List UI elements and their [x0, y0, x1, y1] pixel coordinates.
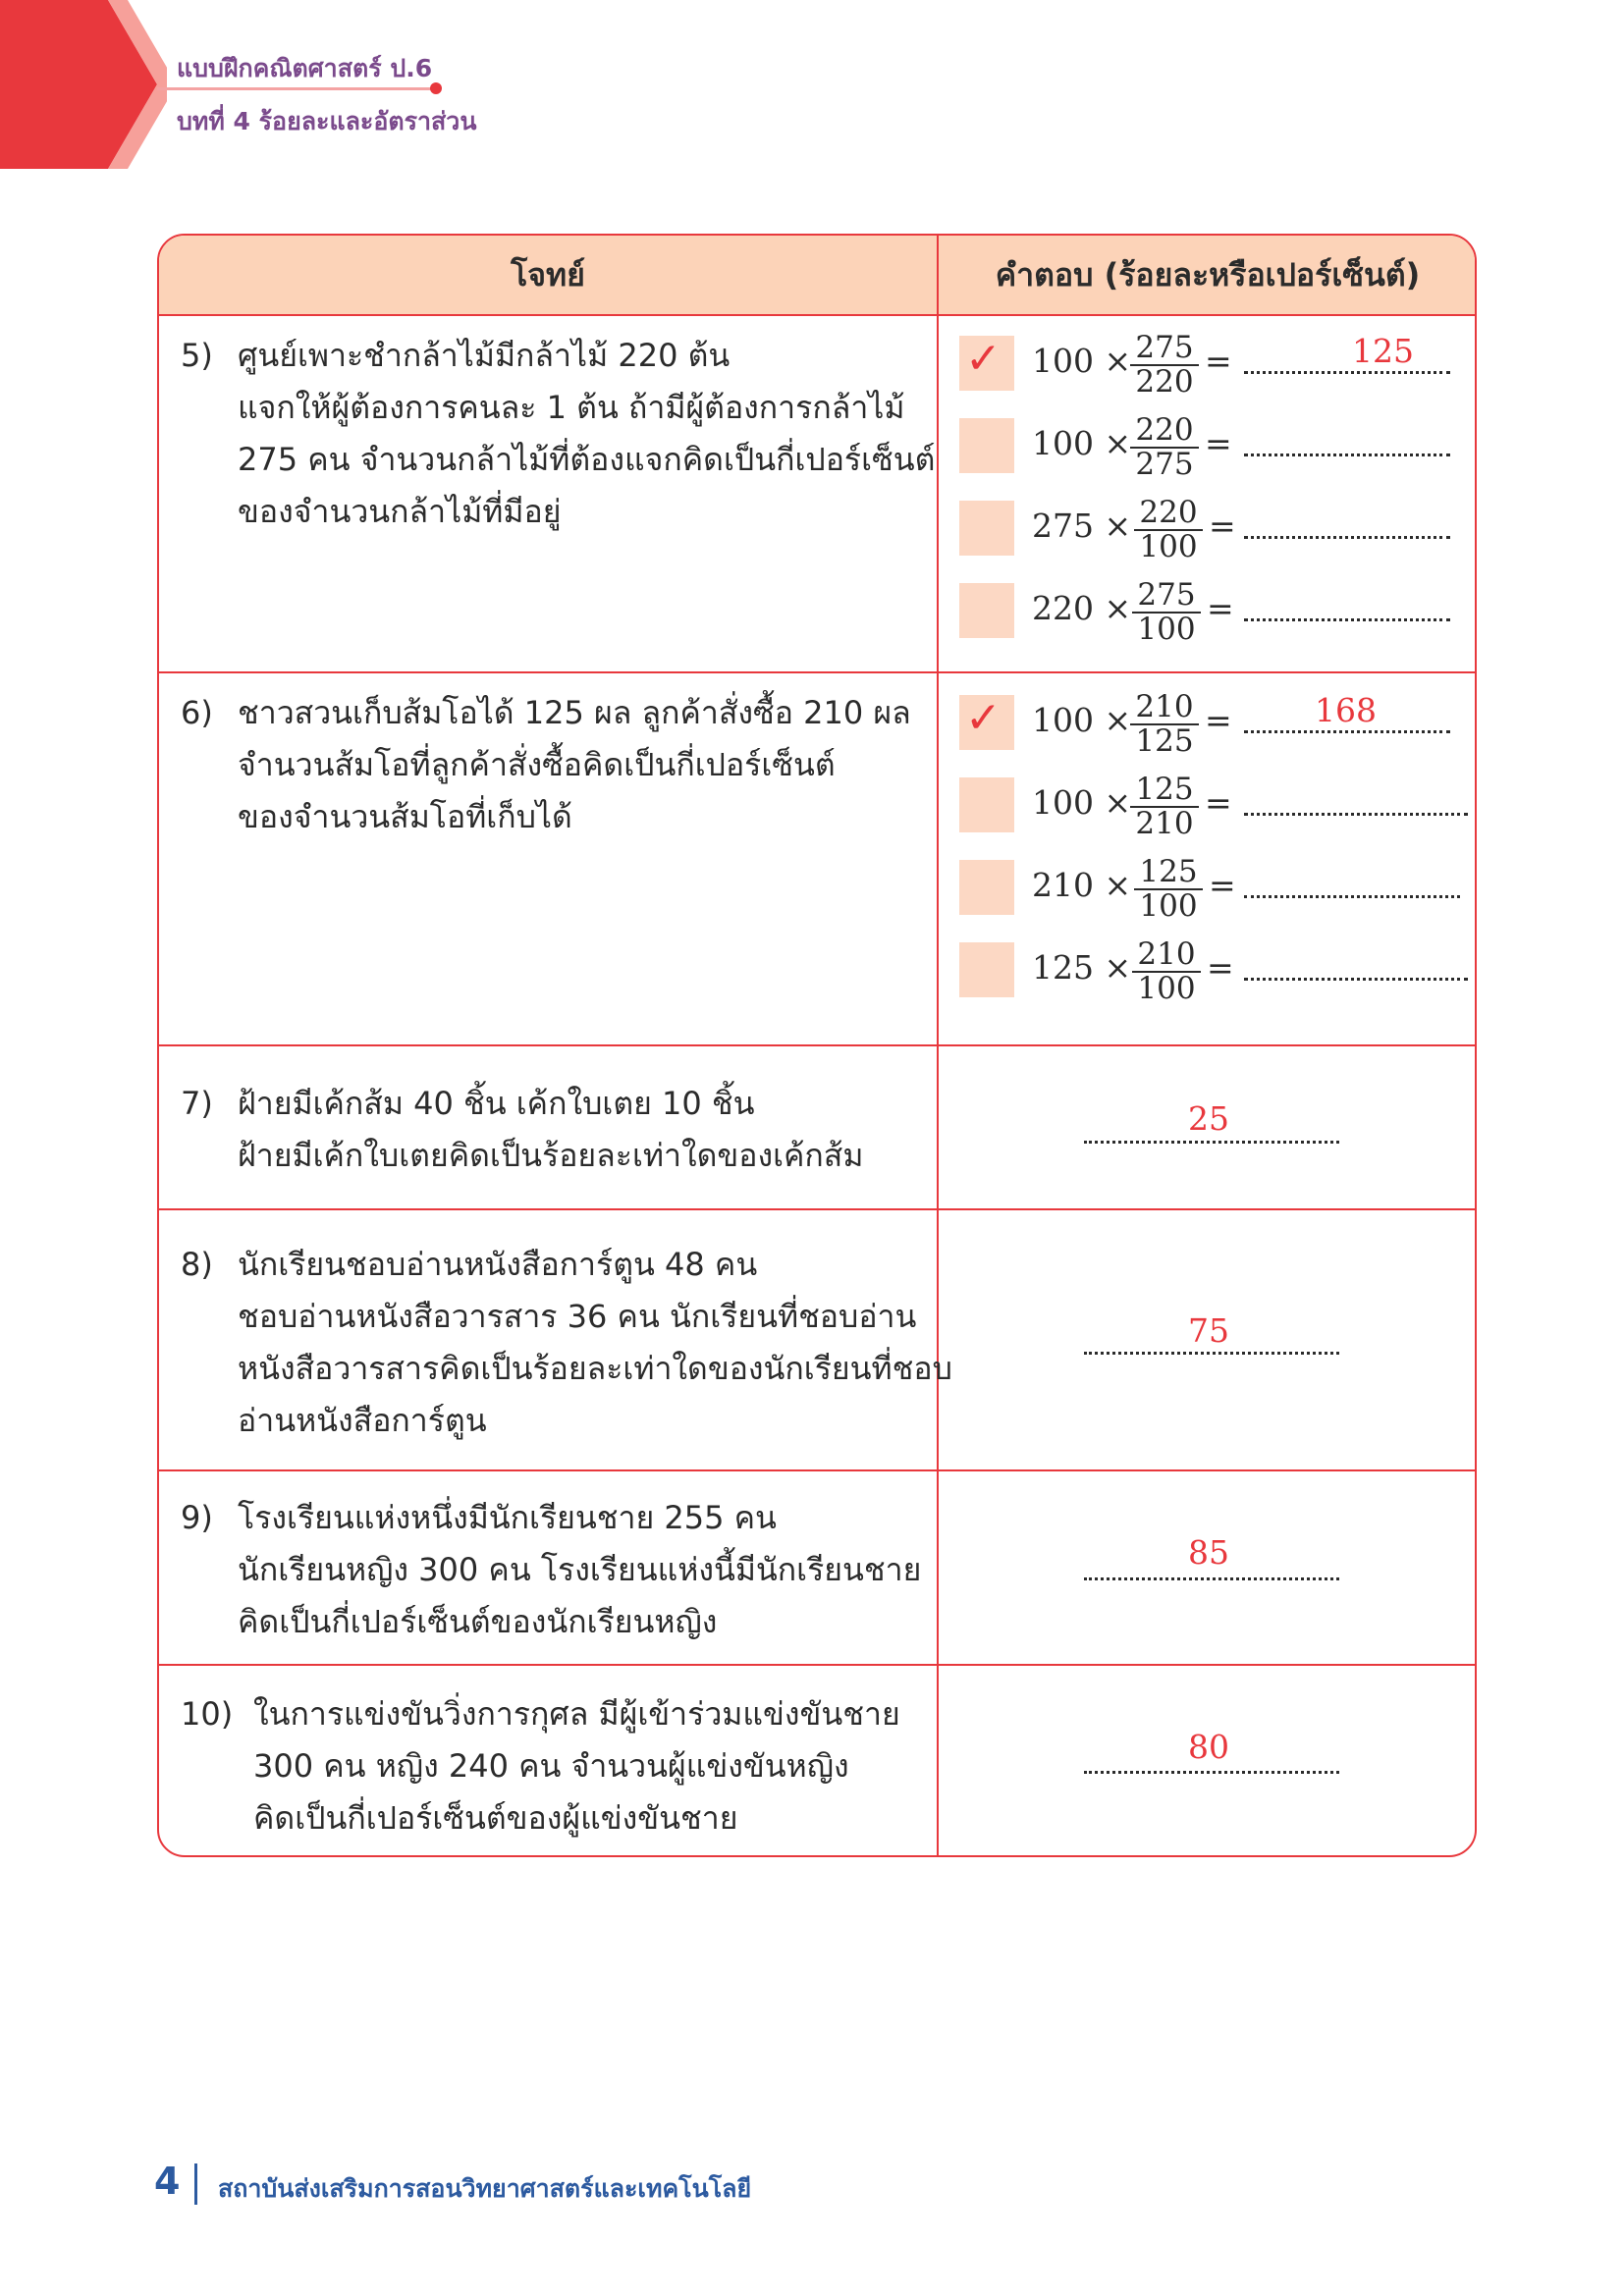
- answer-blank[interactable]: [1244, 512, 1450, 539]
- question-number: 8): [181, 1246, 213, 1283]
- table-header: [159, 236, 1475, 316]
- check-mark-icon: ✓: [965, 693, 1001, 743]
- publisher-name: สถาบันส่งเสริมการสอนวิทยาศาสตร์และเทคโนโลยี: [218, 2174, 752, 2203]
- fraction: $\frac{275}{220}$: [1130, 332, 1199, 399]
- fraction: $\frac{220}{100}$: [1134, 497, 1203, 563]
- equals-sign: =: [1205, 701, 1232, 739]
- checkbox[interactable]: [959, 860, 1014, 915]
- question-line: นักเรียนชอบอ่านหนังสือการ์ตูน 48 คน: [238, 1246, 758, 1283]
- answer-value: 80: [1188, 1728, 1229, 1766]
- question-line: ในการแข่งขันวิ่งการกุศล มีผู้เข้าร่วมแข่งขันชาย: [253, 1695, 900, 1733]
- row-divider: [159, 1208, 1475, 1210]
- question-line: ฝ้ายมีเค้กส้ม 40 ชิ้น เค้กใบเตย 10 ชิ้น: [238, 1085, 755, 1122]
- question-line: โรงเรียนแห่งหนึ่งมีนักเรียนชาย 255 คน: [238, 1499, 777, 1536]
- answer-value: 168: [1315, 691, 1377, 729]
- multiplier: 100 ×: [1032, 783, 1132, 822]
- fraction: $\frac{125}{100}$: [1134, 856, 1203, 923]
- multiplier: 275 ×: [1032, 507, 1132, 545]
- header-corner-shape: [0, 0, 167, 169]
- checkbox[interactable]: [959, 942, 1014, 997]
- header-answer: คำตอบ (ร้อยละหรือเปอร์เซ็นต์): [995, 256, 1421, 294]
- chapter-title: บทที่ 4 ร้อยละและอัตราส่วน: [177, 107, 477, 135]
- question-line: 275 คน จำนวนกล้าไม้ที่ต้องแจกคิดเป็นกี่เปอร์เซ็นต์: [238, 441, 936, 478]
- header-dot: [430, 82, 442, 94]
- checkbox[interactable]: [959, 418, 1014, 473]
- question-6: [181, 687, 911, 843]
- answer-blank[interactable]: [1244, 872, 1460, 898]
- row-divider: [159, 1664, 1475, 1666]
- multiplier: 100 ×: [1032, 342, 1132, 380]
- question-line: 300 คน หญิง 240 คน จำนวนผู้แข่งขันหญิง: [253, 1747, 849, 1785]
- multiplier: 100 ×: [1032, 424, 1132, 462]
- question-line: คิดเป็นกี่เปอร์เซ็นต์ของผู้แข่งขันชาย: [253, 1799, 738, 1837]
- question-7: [181, 1078, 863, 1182]
- answer-blank[interactable]: [1244, 954, 1468, 981]
- fraction: $\frac{220}{275}$: [1130, 414, 1199, 481]
- fraction: $\frac{275}{100}$: [1132, 579, 1201, 646]
- answer-value: 125: [1352, 332, 1414, 370]
- question-line: ชอบอ่านหนังสือวารสาร 36 คน นักเรียนที่ชอบอ่าน: [238, 1298, 917, 1335]
- multiplier: 125 ×: [1032, 948, 1132, 987]
- equals-sign: =: [1209, 507, 1236, 545]
- fraction: $\frac{125}{210}$: [1130, 774, 1199, 840]
- question-line: หนังสือวารสารคิดเป็นร้อยละเท่าใดของนักเรียนที่ชอบ: [238, 1350, 952, 1387]
- question-number: 5): [181, 337, 213, 374]
- question-line: อ่านหนังสือการ์ตูน: [238, 1402, 487, 1439]
- check-mark-icon: ✓: [965, 334, 1001, 384]
- question-5: [181, 330, 935, 538]
- equals-sign: =: [1207, 589, 1234, 627]
- question-line: ของจำนวนกล้าไม้ที่มีอยู่: [238, 493, 562, 530]
- fraction: $\frac{210}{100}$: [1132, 938, 1201, 1005]
- answer-blank[interactable]: [1244, 595, 1450, 621]
- question-number: 7): [181, 1085, 213, 1122]
- row-divider: [159, 1469, 1475, 1471]
- question-line: ของจำนวนส้มโอที่เก็บได้: [238, 798, 572, 835]
- question-line: นักเรียนหญิง 300 คน โรงเรียนแห่งนี้มีนักเรียนชาย: [238, 1551, 922, 1588]
- page-number: 4: [154, 2160, 181, 2203]
- multiplier: 220 ×: [1032, 589, 1132, 627]
- fraction: $\frac{210}{125}$: [1130, 691, 1199, 758]
- question-line: ศูนย์เพาะชำกล้าไม้มีกล้าไม้ 220 ต้น: [238, 337, 731, 374]
- checkbox[interactable]: [959, 583, 1014, 638]
- question-9: [181, 1492, 921, 1648]
- question-10: [181, 1688, 900, 1844]
- row-divider: [159, 671, 1475, 673]
- equals-sign: =: [1205, 783, 1232, 822]
- multiplier: 100 ×: [1032, 701, 1132, 739]
- equals-sign: =: [1207, 948, 1234, 987]
- header-divider: [157, 87, 434, 90]
- checkbox[interactable]: [959, 777, 1014, 832]
- footer-divider: [194, 2163, 197, 2205]
- question-line: ชาวสวนเก็บส้มโอได้ 125 ผล ลูกค้าสั่งซื้อ 210 ผล: [238, 694, 911, 731]
- question-number: 10): [181, 1695, 234, 1733]
- equals-sign: =: [1205, 342, 1232, 380]
- question-line: ฝ้ายมีเค้กใบเตยคิดเป็นร้อยละเท่าใดของเค้กส้ม: [238, 1137, 864, 1174]
- answer-blank[interactable]: [1244, 430, 1450, 456]
- question-number: 9): [181, 1499, 213, 1536]
- multiplier: 210 ×: [1032, 866, 1132, 904]
- question-line: จำนวนส้มโอที่ลูกค้าสั่งซื้อคิดเป็นกี่เปอร์เซ็นต์: [238, 746, 836, 783]
- answer-value: 25: [1188, 1099, 1229, 1138]
- answer-value: 85: [1188, 1533, 1229, 1572]
- equals-sign: =: [1205, 424, 1232, 462]
- row-divider: [159, 1044, 1475, 1046]
- book-title: แบบฝึกคณิตศาสตร์ ป.6: [177, 54, 433, 82]
- answer-blank[interactable]: [1244, 347, 1450, 374]
- question-number: 6): [181, 694, 213, 731]
- question-8: [181, 1239, 952, 1447]
- answer-blank[interactable]: [1244, 789, 1468, 816]
- checkbox[interactable]: [959, 501, 1014, 556]
- exercise-table: [157, 234, 1477, 1857]
- question-line: แจกให้ผู้ต้องการคนละ 1 ต้น ถ้ามีผู้ต้องการกล้าไม้: [238, 389, 905, 426]
- header-question: โจทย์: [511, 256, 585, 294]
- answer-value: 75: [1188, 1311, 1229, 1350]
- question-line: คิดเป็นกี่เปอร์เซ็นต์ของนักเรียนหญิง: [238, 1603, 718, 1640]
- equals-sign: =: [1209, 866, 1236, 904]
